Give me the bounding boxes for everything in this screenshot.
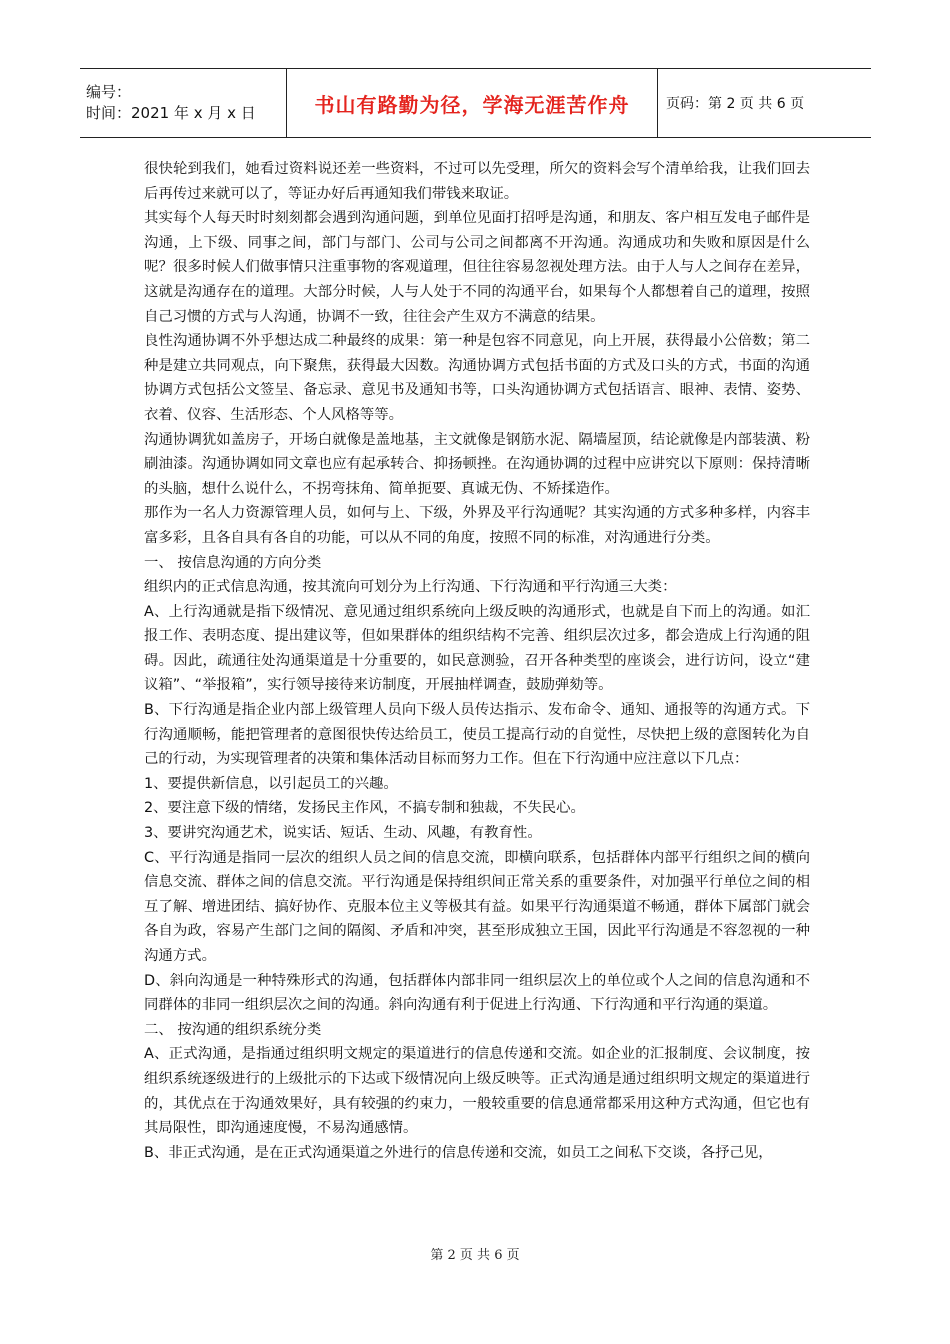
header-motto: 书山有路勤为径，学海无涯苦作舟 [287,69,658,138]
paragraph: 良性沟通协调不外乎想达成二种最终的成果：第一种是包容不同意见，向上开展，获得最小公倍数；第二种是建立共同观点，向下聚焦，获得最大因数。沟通协调方式包括书面的方式及口头的方式，书面的沟通协调方式包括公文签呈、备忘录、意见书及通知书等，口头沟通协调方式包括语言、眼神、表情、姿势、衣着、仪容、生活形态、个人风格等等。 [144,333,810,423]
paragraph: C、平行沟通是指同一层次的组织人员之间的信息交流，即横向联系，包括群体内部平行组织之间的横向信息交流、群体之间的信息交流。平行沟通是保持组织间正常关系的重要条件，对加强平行单位之间的相互了解、增进团结、搞好协作、克服本位主义等极其有益。如果平行沟通渠道不畅通，群体下属部门就会各自为政，容易产生部门之间的隔阂、矛盾和冲突，甚至形成独立王国，因此平行沟通是不容忽视的一种沟通方式。 [144,849,810,964]
paragraph: 其实每个人每天时时刻刻都会遇到沟通问题，到单位见面打招呼是沟通，和朋友、客户相互发电子邮件是沟通，上下级、同事之间，部门与部门、公司与公司之间都离不开沟通。沟通成功和失败和原因是什么呢？很多时候人们做事情只注重事物的客观道理，但往往容易忽视处理方法。由于人与人之间存在差异，这就是沟通存在的道理。大部分时候，人与人处于不同的沟通平台，如果每个人都想着自己的道理，按照自己习惯的方式与人沟通，协调不一致，往往会产生双方不满意的结果。 [144,210,810,325]
section-heading: 二、 按沟通的组织系统分类 [144,1021,322,1038]
paragraph: D、斜向沟通是一种特殊形式的沟通，包括群体内部非同一组织层次上的单位或个人之间的信息沟通和不同群体的非同一组织层次之间的沟通。斜向沟通有利于促进上行沟通、下行沟通和平行沟通的渠道。 [144,972,810,1014]
header-page-number: 页码：第 2 页 共 6 页 [658,69,872,138]
paragraph: 组织内的正式信息沟通，按其流向可划分为上行沟通、下行沟通和平行沟通三大类： [144,579,677,596]
serial-number: 编号： [86,83,132,101]
paragraph: 很快轮到我们，她看过资料说还差一些资料，不过可以先受理，所欠的资料会写个清单给我，让我们回去后再传过来就可以了，等证办好后再通知我们带钱来取证。 [144,161,810,202]
document-body [144,157,810,1165]
paragraph: A、正式沟通，是指通过组织明文规定的渠道进行的信息传递和交流。如企业的汇报制度、会议制度，按组织系统逐级进行的上级批示的下达或下级情况向上级反映等。正式沟通是通过组织明文规定的渠道进行的，其优点在于沟通效果好，具有较强的约束力，一般较重要的信息通常都采用这种方式沟通，但它也有其局限性，即沟通速度慢，不易沟通感情。 [144,1046,810,1137]
paragraph: B、下行沟通是指企业内部上级管理人员向下级人员传达指示、发布命令、通知、通报等的沟通方式。下行沟通顺畅，能把管理者的意图很快传达给员工，使员工提高行动的自觉性，尽快把上级的意图转化为自己的行动，为实现管理者的决策和集体活动目标而努力工作。但在下行沟通中应注意以下几点： [144,702,810,768]
document-date: 时间：2021 年 x 月 x 日 [86,104,256,122]
document-header [80,68,871,138]
list-item: 2、要注意下级的情绪，发扬民主作风，不搞专制和独裁，不失民心。 [144,800,585,817]
list-item: 1、要提供新信息，以引起员工的兴趣。 [144,775,398,792]
paragraph: 那作为一名人力资源管理人员，如何与上、下级，外界及平行沟通呢？其实沟通的方式多种多样，内容丰富多彩，且各自具有各自的功能，可以从不同的角度，按照不同的标准，对沟通进行分类。 [144,505,810,546]
header-meta [80,69,287,138]
paragraph: A、上行沟通就是指下级情况、意见通过组织系统向上级反映的沟通形式，也就是自下而上的沟通。如汇报工作、表明态度、提出建议等，但如果群体的组织结构不完善、组织层次过多，都会造成上行沟通的阻碍。因此，疏通往处沟通渠道是十分重要的，如民意测验，召开各种类型的座谈会，进行访问，设立“建议箱”、“举报箱”，实行领导接待来访制度，开展抽样调查，鼓励弹劾等。 [144,603,810,694]
paragraph: 沟通协调犹如盖房子，开场白就像是盖地基，主文就像是钢筋水泥、隔墙屋顶，结论就像是内部装潢、粉刷油漆。沟通协调如同文章也应有起承转合、抑扬顿挫。在沟通协调的过程中应讲究以下原则：保持清晰的头脑，想什么说什么，不拐弯抹角、简单扼要、真诚无伪、不矫揉造作。 [144,431,810,497]
page-footer: 第 2 页 共 6 页 [430,1248,520,1263]
paragraph: B、非正式沟通，是在正式沟通渠道之外进行的信息传递和交流，如员工之间私下交谈，各抒己见， [144,1144,773,1161]
section-heading: 一、 按信息沟通的方向分类 [144,554,322,571]
list-item: 3、要讲究沟通艺术，说实话、短话、生动、风趣，有教育性。 [144,825,542,842]
